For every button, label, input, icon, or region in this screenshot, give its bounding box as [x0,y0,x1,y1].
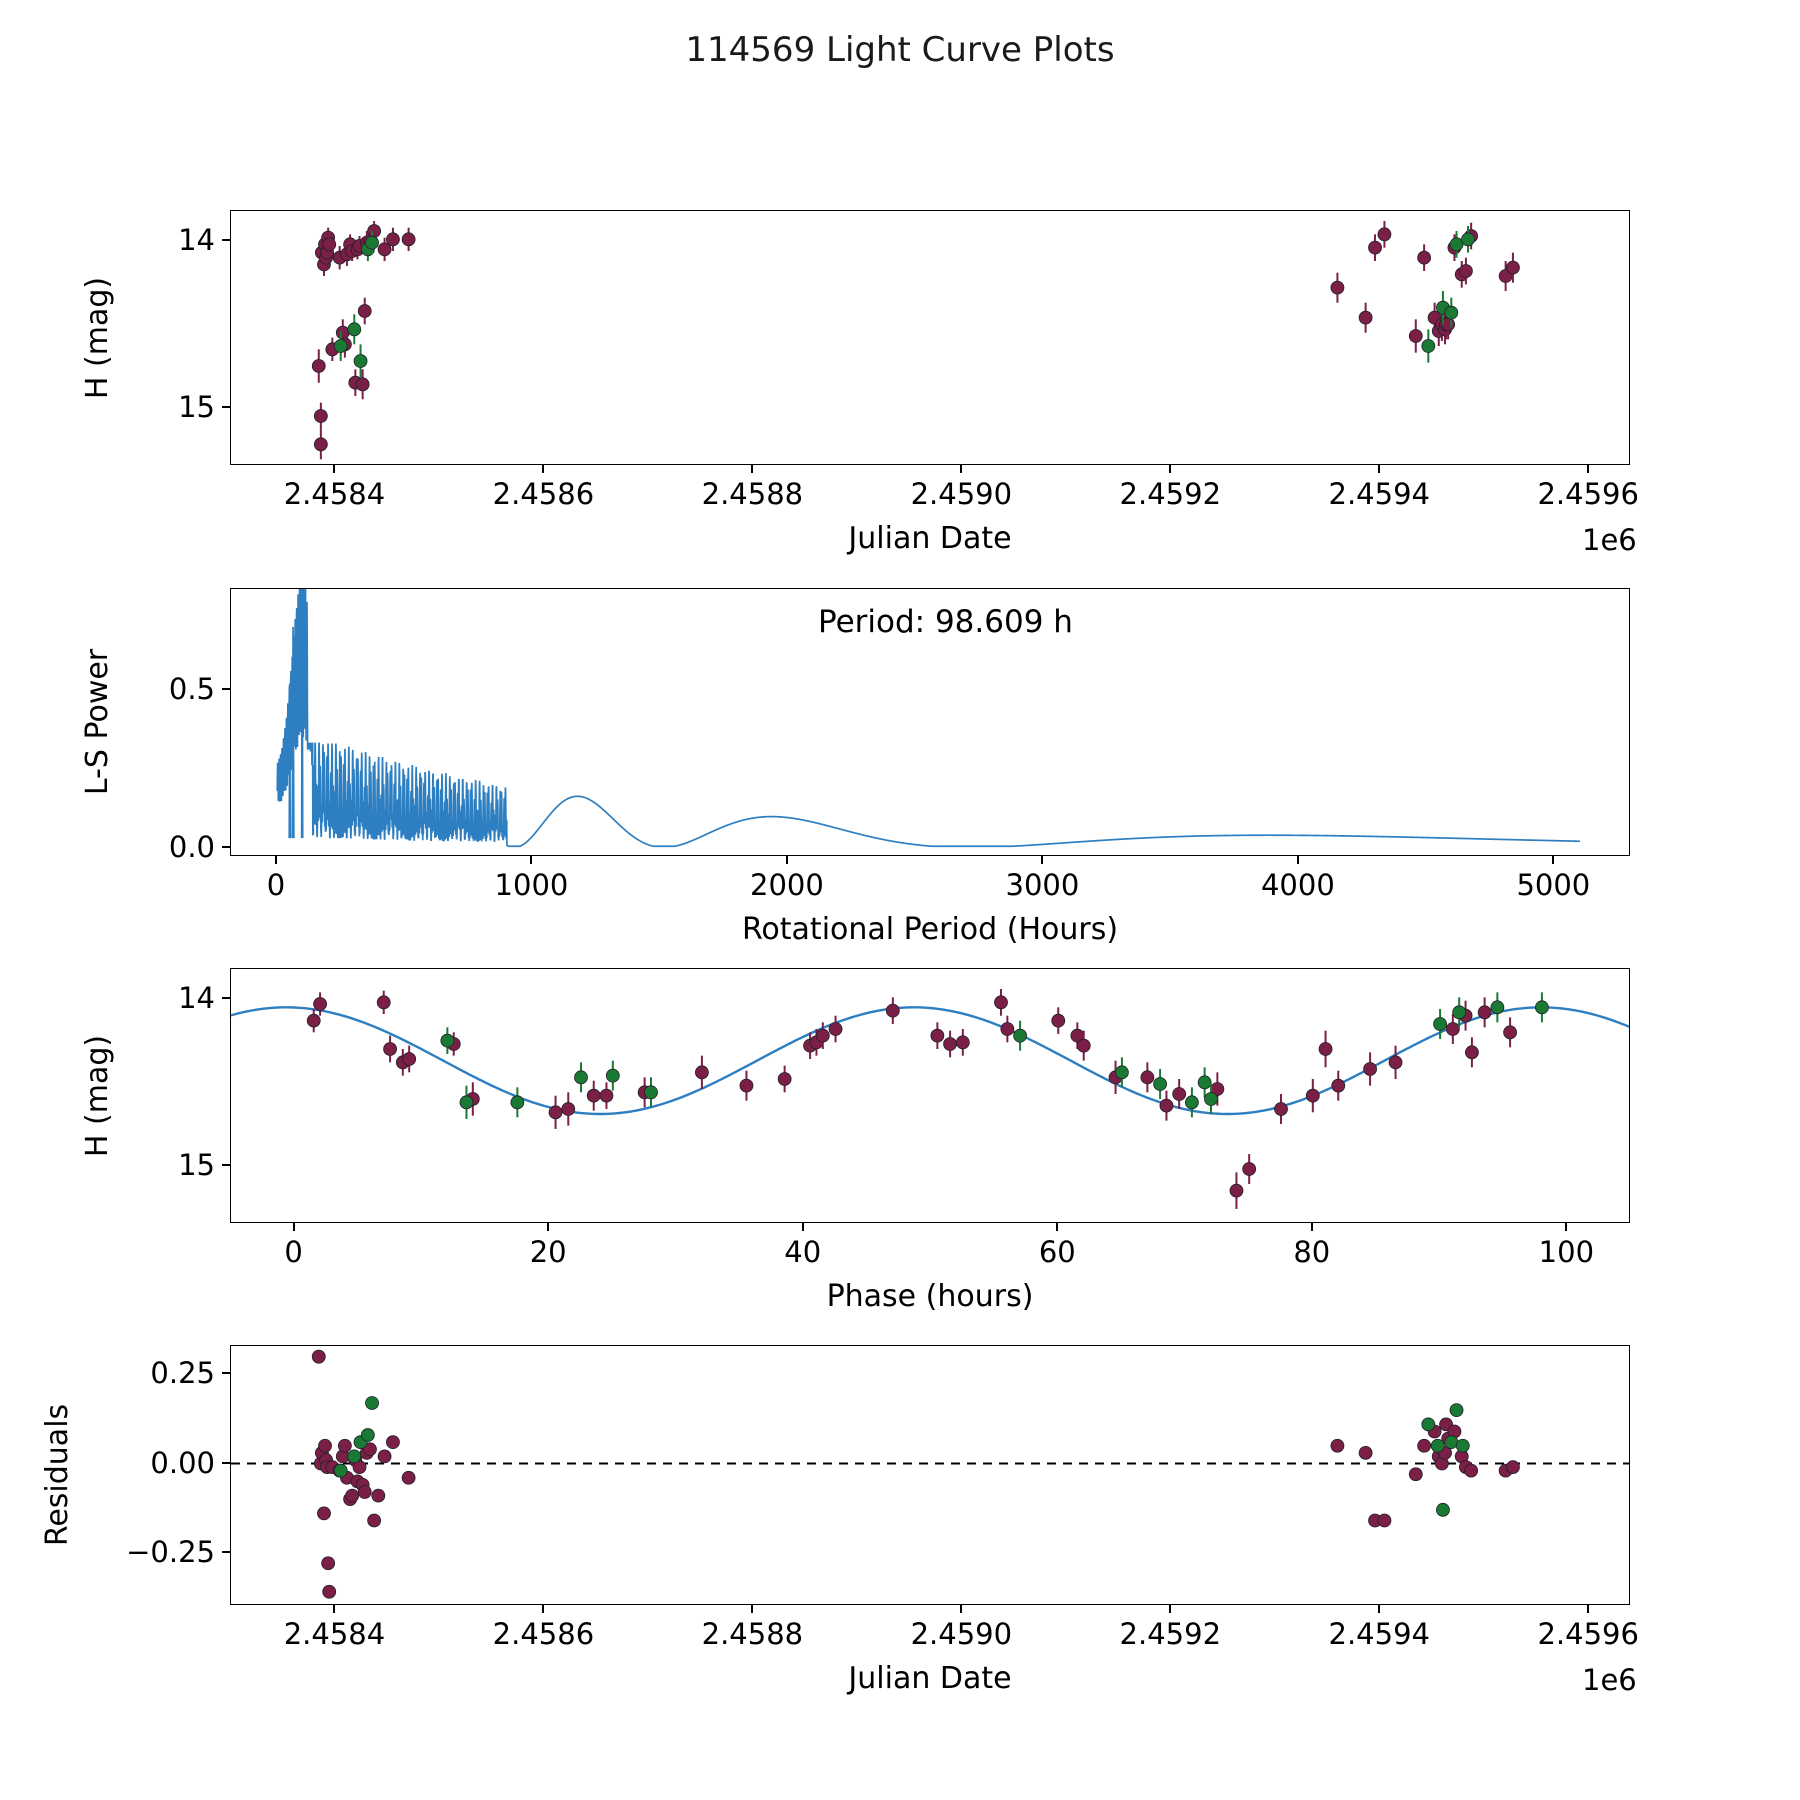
y-tick-label: 0.25 [150,1356,215,1391]
x-tick-label: 0 [266,868,286,902]
page-title: 114569 Light Curve Plots [685,30,1115,70]
x-tick-label: 2.4594 [1328,1617,1430,1651]
x-tick-mark [1587,465,1589,473]
y-tick-mark [222,1372,230,1374]
periodogram-annotation: Period: 98.609 h [818,604,1073,640]
x-tick-mark [1297,856,1299,864]
x-tick-mark [1378,1605,1380,1613]
residuals-data [231,1346,1630,1605]
x-tick-mark [1169,1605,1171,1613]
x-tick-mark [530,856,532,864]
x-axis-label: Rotational Period (Hours) [741,912,1119,947]
axes-phase-folded [230,968,1630,1223]
x-tick-label: 2.4592 [1119,477,1222,511]
y-tick-label: 14 [178,223,215,257]
x-tick-label: 4000 [1260,868,1335,902]
x-axis-offset-text: 1e6 [1582,1663,1637,1697]
axes-light-curve [230,210,1630,465]
x-tick-mark [542,1605,544,1613]
x-tick-label: 2000 [750,868,824,902]
y-tick-label: 15 [178,1147,215,1182]
y-tick-mark [222,1164,230,1166]
x-axis-label: Julian Date [848,521,1012,556]
x-tick-label: 20 [529,1235,567,1269]
x-tick-mark [1552,856,1554,864]
y-axis-label: H (mag) [80,276,115,399]
phase-folded-data [231,969,1630,1223]
y-tick-label: −0.25 [126,1534,215,1569]
panel-phase-folded [230,968,1630,1223]
x-tick-label: 0 [284,1235,303,1269]
x-tick-label: 2.4592 [1119,1617,1222,1651]
x-tick-mark [786,856,788,864]
y-tick-mark [222,846,230,848]
x-tick-mark [547,1223,549,1231]
panel-residuals [230,1345,1630,1605]
x-tick-mark [275,856,277,864]
x-axis-offset-text: 1e6 [1582,523,1637,557]
y-tick-mark [222,406,230,408]
x-tick-mark [802,1223,804,1231]
y-axis-label: Residuals [40,1403,75,1547]
x-tick-mark [293,1223,295,1231]
x-tick-mark [1565,1223,1567,1231]
x-tick-mark [751,1605,753,1613]
x-tick-label: 3000 [1005,868,1080,902]
x-tick-label: 5000 [1516,868,1591,902]
y-tick-mark [222,239,230,241]
x-tick-label: 2.4588 [701,477,804,511]
x-tick-mark [1041,856,1043,864]
x-tick-label: 2.4586 [492,477,595,511]
light-curve-data [231,211,1630,465]
x-tick-mark [333,465,335,473]
axes-residuals [230,1345,1630,1605]
y-tick-mark [222,688,230,690]
x-tick-mark [1311,1223,1313,1231]
x-tick-label: 2.4596 [1537,1617,1639,1651]
x-tick-mark [542,465,544,473]
y-tick-mark [222,1462,230,1464]
x-tick-label: 2.4594 [1328,477,1430,511]
y-tick-label: 0.0 [168,829,215,864]
x-tick-mark [1378,465,1380,473]
y-tick-label: 0.5 [168,671,215,706]
x-axis-label: Julian Date [848,1661,1012,1696]
x-tick-mark [1169,465,1171,473]
x-tick-label: 2.4590 [910,1617,1013,1651]
x-tick-mark [960,1605,962,1613]
x-tick-mark [751,465,753,473]
x-tick-label: 80 [1293,1235,1331,1269]
y-tick-label: 14 [178,981,215,1015]
y-tick-label: 0.00 [150,1445,215,1480]
y-tick-mark [222,1551,230,1553]
x-tick-mark [333,1605,335,1613]
x-tick-mark [1587,1605,1589,1613]
x-tick-label: 1000 [494,868,569,902]
x-tick-label: 2.4584 [283,477,386,511]
x-tick-label: 2.4590 [910,477,1013,511]
y-axis-label: H (mag) [80,1034,115,1157]
y-tick-label: 15 [178,389,215,424]
x-tick-label: 2.4588 [701,1617,804,1651]
x-tick-label: 2.4586 [492,1617,595,1651]
x-tick-label: 100 [1538,1235,1595,1269]
x-tick-label: 2.4596 [1537,477,1639,511]
x-tick-mark [1056,1223,1058,1231]
x-tick-label: 60 [1038,1235,1076,1269]
y-axis-label: L-S Power [80,648,115,796]
x-tick-label: 2.4584 [283,1617,386,1651]
x-tick-label: 40 [784,1235,822,1269]
y-tick-mark [222,997,230,999]
x-tick-mark [960,465,962,473]
x-axis-label: Phase (hours) [826,1279,1034,1314]
panel-light-curve [230,210,1630,465]
